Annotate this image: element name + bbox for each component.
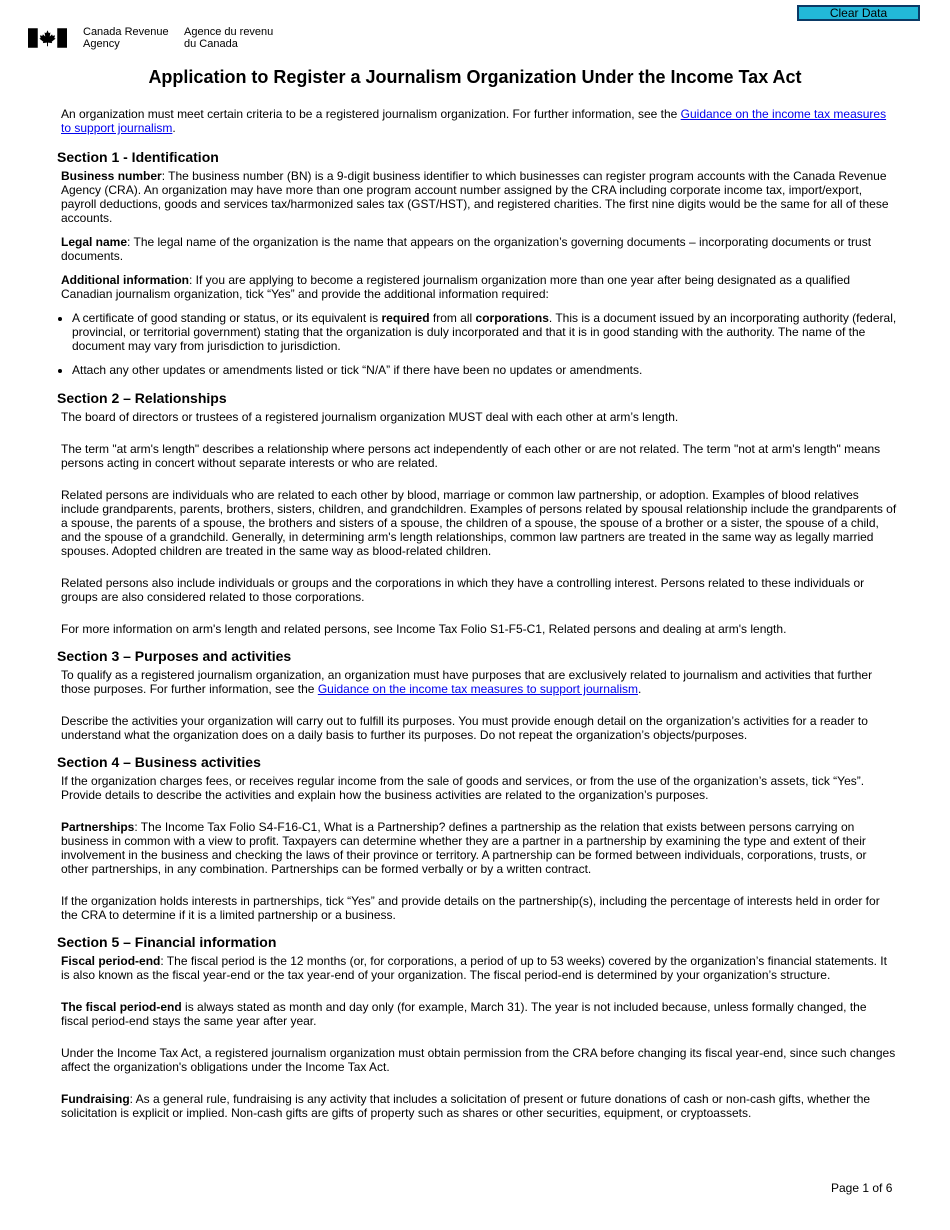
paragraph: If the organization charges fees, or receives regular income from the sale of goods and services, or from the use of the organization’s assets, tick “Yes”. Provide details to describe the activities and explain how the business activities are related to the organization’s purposes. (61, 774, 865, 802)
canada-flag-icon (28, 28, 67, 48)
paragraph: Related persons also include individuals or groups and the corporations in which they have a controlling interest. Persons related to these individuals or groups are also considered related to those corporations. (61, 576, 865, 604)
list-item: • A certificate of good standing or status, or its equivalent is required from all corporations. This is a document issued by an incorporating authority (federal, provincial, or territorial government) stating that the organization is duly incorporated and that it is in good standing with the authority. The name of the document may vary from jurisdiction to jurisdiction. (72, 311, 897, 353)
section-1-heading: Section 1 - Identification (57, 149, 219, 165)
guidance-link[interactable]: Guidance on the income tax measures to support journalism (61, 107, 887, 135)
section-2-heading: Section 2 – Relationships (57, 390, 227, 406)
partnerships-paragraph: Partnerships: The Income Tax Folio S4-F16-C1, What is a Partnership? defines a partnership as the relation that exists between persons carrying on business in common with a view to profit. Taxpayers can determine whether they are a partner in a partnership by examining the type and extent of their involvement in the business and checking the laws of their province or territory. A partnership can be formed between individuals, corporations, trusts, or other partnerships, in any combination. Partnerships can be formed verbally or by a written contract. (61, 820, 867, 876)
section-4-heading: Section 4 – Business activities (57, 754, 261, 770)
fiscal-period-end-paragraph: The fiscal period-end is always stated as month and day only (for example, March 31). The year is not included because, unless formally changed, the fiscal period-end stays the same year after year. (61, 1000, 867, 1028)
paragraph: Under the Income Tax Act, a registered journalism organization must obtain permission from the CRA before changing its fiscal year-end, since such changes affect the organization's obligations under the Income Tax Act. (61, 1046, 896, 1074)
fundraising-paragraph: Fundraising: As a general rule, fundraising is any activity that includes a solicitation of present or future donations of cash or non-cash gifts, whether the solicitation is explicit or implied. Non-cash gifts are gifts of property such as shares or other securities, equipment, or cryptoassets. (61, 1092, 871, 1120)
department-name-english: Canada Revenue Agency (83, 26, 169, 50)
page-title: Application to Register a Journalism Organization Under the Income Tax Act (148, 67, 802, 87)
list-item: • Attach any other updates or amendments listed or tick “N/A” if there have been no updates or amendments. (72, 363, 897, 377)
intro-paragraph: An organization must meet certain criteria to be a registered journalism organization. For further information, see the Guidance on the income tax measures to support journalism. (61, 107, 887, 135)
paragraph: The board of directors or trustees of a registered journalism organization MUST deal with each other at arm’s length. (61, 410, 679, 424)
clear-data-button[interactable]: Clear Data (797, 5, 920, 21)
requirements-list (57, 311, 897, 377)
paragraph: Describe the activities your organization will carry out to fulfill its purposes. You must provide enough detail on the organization’s activities for a reader to understand what the organization does on a daily basis to further its purposes. Do not repeat the organization’s objects/purposes. (61, 714, 868, 742)
section-5-heading: Section 5 – Financial information (57, 934, 277, 950)
department-name-french: Agence du revenu du Canada (184, 26, 274, 50)
paragraph: Related persons are individuals who are related to each other by blood, marriage or common law partnership, or adoption. Examples of blood relatives include grandparents, parents, brothers, sisters, children, and grandchildren. Examples of persons related by spousal relationship include the grandparents of a spouse, the parents of a spouse, the brothers and sisters of a spouse, the children of a spouse, the spouse of a brother or a sister, the spouse of a child, and the spouse of a grandchild. Generally, in determining arm's length relationships, common law partners are treated in the same way as legally married spouses. Adopted children are treated in the same way as blood-related children. (61, 488, 897, 558)
section-3-heading: Section 3 – Purposes and activities (57, 648, 292, 664)
paragraph: If the organization holds interests in partnerships, tick “Yes” and provide details on the partnership(s), including the percentage of interests held in order for the CRA to determine if it is a limited partnership or a business. (61, 894, 880, 922)
business-number-paragraph: Business number: The business number (BN) is a 9-digit business identifier to which businesses can register program accounts with the Canada Revenue Agency (CRA). An organization may have more than one program account number assigned by the CRA including corporate income tax, import/export, payroll deductions, goods and services tax/harmonized sales tax (GST/HST), and registered charities. The first nine digits would be the same for all of these accounts. (61, 169, 889, 225)
guidance-link[interactable]: Guidance on the income tax measures to support journalism (317, 682, 638, 696)
paragraph: For more information on arm's length and related persons, see Income Tax Folio S1-F5-C1, Related persons and dealing at arm's length. (61, 622, 787, 636)
fiscal-period-paragraph: Fiscal period-end: The fiscal period is the 12 months (or, for corporations, a period of up to 53 weeks) covered by the organization’s financial statements. It is also known as the fiscal year-end or the tax year-end of your organization. The fiscal period-end is determined by your organization’s structure. (61, 954, 887, 982)
legal-name-paragraph: Legal name: The legal name of the organization is the name that appears on the organization’s governing documents – incorporating documents or trust documents. (61, 235, 872, 263)
form-guide-content (57, 107, 897, 1120)
additional-info-paragraph: Additional information: If you are applying to become a registered journalism organization more than one year after being designated as a qualified Canadian journalism organization, tick “Yes” and provide the additional information required: (61, 273, 851, 301)
paragraph: The term "at arm's length" describes a relationship where persons act independently of each other or are not related. The term "not at arm's length" means persons acting in concert without separate interests or who are related. (61, 442, 881, 470)
page-number: Page 1 of 6 (831, 1181, 893, 1195)
paragraph: To qualify as a registered journalism organization, an organization must have purposes that are exclusively related to journalism and activities that further those purposes. For further information, see the Guidance on the income tax measures to support journalism. (61, 668, 873, 696)
